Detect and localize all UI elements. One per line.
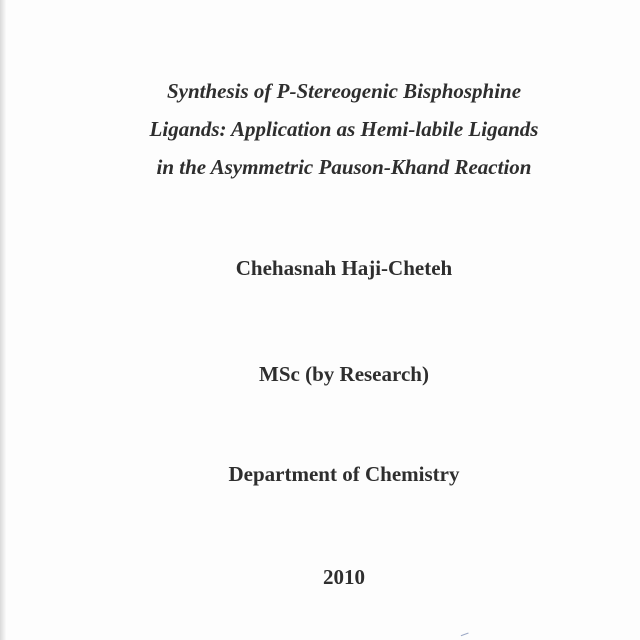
thesis-year: 2010 [323,565,365,589]
degree-name: MSc (by Research) [259,362,429,386]
department-name: Department of Chemistry [228,462,460,486]
title-line-3: in the Asymmetric Pauson-Khand Reaction [156,155,532,179]
title-line-1: Synthesis of P-Stereogenic Bisphosphine [166,79,522,103]
title-line-2: Ligands: Application as Hemi-labile Ligands [149,117,539,141]
author-name: Chehasnah Haji-Cheteh [235,256,453,280]
ink-mark [459,629,468,636]
thesis-title [0,72,640,186]
